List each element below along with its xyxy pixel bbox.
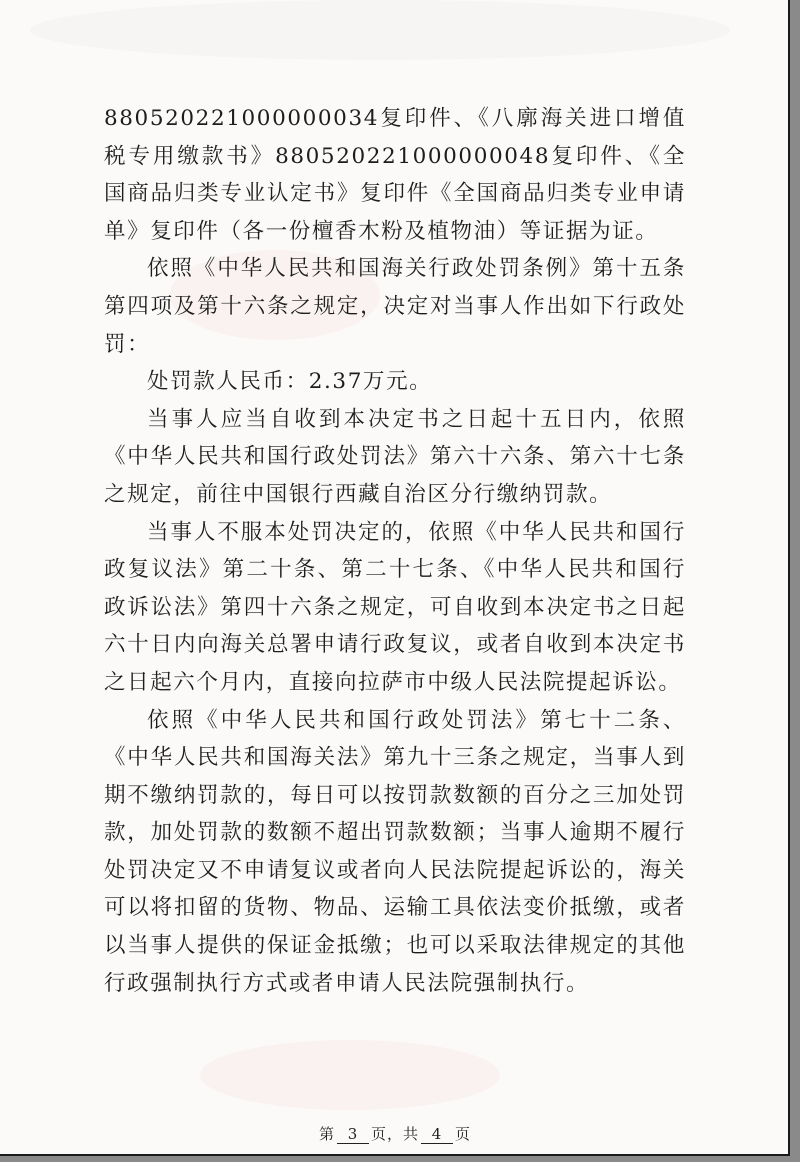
footer-suffix: 页 xyxy=(455,1125,472,1143)
page-number-footer xyxy=(0,1123,790,1144)
document-body xyxy=(104,100,686,1002)
appeal-rights-paragraph: 当事人不服本处罚决定的，依照《中华人民共和国行政复议法》第二十条、第二十七条、《中华人民共和国行政诉讼法》第四十六条之规定，可自收到本决定书之日起六十日内向海关总署申请行政复议，或者自收到本决定书之日起六个月内，直接向拉萨市中级人民法院提起诉讼。 xyxy=(104,519,686,695)
payment-instruction-paragraph: 当事人应当自收到本决定书之日起十五日内，依照《中华人民共和国行政处罚法》第六十六条、第六十七条之规定，前往中国银行西藏自治区分行缴纳罚款。 xyxy=(104,406,686,507)
penalty-basis-paragraph: 依照《中华人民共和国海关行政处罚条例》第十五条第四项及第十六条之规定，决定对当事人作出如下行政处罚： xyxy=(104,256,686,357)
penalty-amount-paragraph: 处罚款人民币：2.37万元。 xyxy=(147,369,433,395)
footer-prefix: 第 xyxy=(318,1125,335,1143)
evidence-paragraph: 880520221000000034复印件、《八廓海关进口增值税专用缴款书》880520221000000048复印件、《全国商品归类专业认定书》复印件《全国商品归类专业申请单》复印件（各一份檀香木粉及植物油）等证据为证。 xyxy=(104,106,686,244)
background-stain xyxy=(30,0,730,60)
current-page-number: 3 xyxy=(337,1125,369,1144)
total-page-number: 4 xyxy=(421,1125,453,1144)
enforcement-paragraph: 依照《中华人民共和国行政处罚法》第七十二条、《中华人民共和国海关法》第九十三条之规定，当事人到期不缴纳罚款的，每日可以按罚款数额的百分之三加处罚款，加处罚款的数额不超出罚款数额；当事人逾期不履行处罚决定又不申请复议或者向人民法院提起诉讼的，海关可以将扣留的货物、物品、运输工具依法变价抵缴，或者以当事人提供的保证金抵缴；也可以采取法律规定的其他行政强制执行方式或者申请人民法院强制执行。 xyxy=(104,707,686,996)
footer-middle: 页，共 xyxy=(370,1125,419,1143)
background-stain xyxy=(200,1040,500,1110)
